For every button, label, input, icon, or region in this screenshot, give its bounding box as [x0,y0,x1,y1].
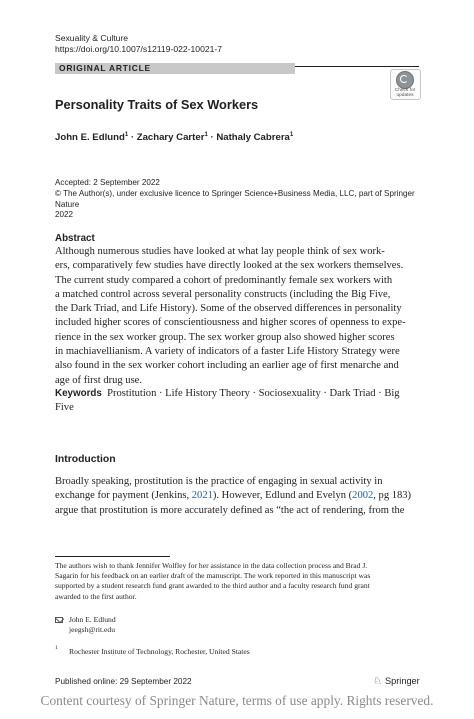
abstract-line: Although numerous studies have looked at what lay people think of sex work- [55,246,385,257]
author-affiliation-mark: 1 [289,132,294,138]
abstract-line: rience in the sex worker group. The sex worker group also showed higher scores [55,331,395,343]
intro-line: argue that prostitution is more accurately defined as “the act of rendering, from the [55,504,405,516]
article-type-bar [55,63,295,74]
courtesy-notice: Content courtesy of Springer Nature, terms of use apply. Rights reserved. [40,693,434,708]
keywords-list-cont: Five [55,402,74,414]
affiliation-number: 1 [55,645,58,651]
footnote-rule [55,556,170,557]
keywords-label: Keywords [55,388,102,399]
abstract-line: The current study compared a cohort of predominantly female sex workers with [55,274,393,286]
article-title: Personality Traits of Sex Workers [55,97,259,112]
author-name: Zachary Carter [136,132,205,143]
author-list [55,129,293,144]
author-name: John E. Edlund [55,132,125,143]
author-affiliation-mark: 1 [204,132,208,138]
intro-line: exchange for payment (Jenkins, 2021). However, Edlund and Evelyn (2002, pg 183) [55,490,412,502]
acknowledgement-footnote: The authors wish to thank Jennifer Wolfley for her assistance in the data collection process and Brad J. Sagarin for his feedback on an earlier draft of the manuscript. The work reported in this manuscript was supported by a student research fund grant awarded to the third author and a faculty research fund grant awarded to the first author. [55,561,371,601]
author-separator: · [128,132,137,143]
citation-link[interactable]: 2021 [191,490,213,502]
journal-name: Sexuality & Culture [55,33,129,43]
author-separator: · [207,132,217,143]
contact-email[interactable]: jeegsh@rit.edu [69,625,116,635]
abstract-line: ers, comparatively few studies have directly looked at the sex workers themselves. [55,260,404,272]
doi-link[interactable]: https://doi.org/10.1007/s12119-022-10021-7 [55,44,223,54]
envelope-icon [55,617,63,623]
abstract-heading: Abstract [55,233,95,244]
keywords-list: Prostitution · Life History Theory · Sociosexuality · Dark Triad · Big [107,388,400,399]
copyright-year: 2022 [55,210,74,220]
published-date: Published online: 29 September 2022 [55,677,192,686]
accepted-date: Accepted: 2 September 2022 [55,178,160,187]
abstract-line: in machiavellianism. A variety of indicators of a faster Life History Strategy were [55,346,400,358]
article-history [55,178,435,221]
publisher-logo: Springer [385,676,420,686]
introduction-body [55,475,420,518]
citation-link[interactable]: 2002 [352,490,374,502]
author-name: Nathaly Cabrera [216,132,290,143]
abstract-line: a matched control across several personality constructs (including the Big Five, [55,288,391,300]
badge-label: Check for updates [394,88,416,98]
refresh-icon [400,75,408,83]
author-affiliation-mark: 1 [124,132,129,138]
abstract-line: included higher scores of conscientiousness and higher scores of openness to expe- [55,317,406,329]
abstract-line: age of first drug use. [55,374,142,386]
copyright-line: © The Author(s), under exclusive licence to Springer Science+Business Media, LLC, part of Springer Nature [55,188,415,209]
abstract-body [55,245,420,388]
contact-name: John E. Edlund [69,615,116,624]
abstract-line: also found in the sex worker cohort including an earlier age of first menarche and [55,360,399,372]
header-rule [295,66,419,67]
keywords-block [55,387,420,416]
abstract-line: the Dark Triad, and Life History). Some of the observed differences in personality [55,303,402,315]
introduction-heading: Introduction [55,454,116,465]
corresponding-author [69,615,116,635]
intro-line: Broadly speaking, prostitution is the practice of engaging in sexual activity in [55,476,383,487]
springer-horse-icon: ♘ [373,676,382,687]
affiliation-text: Rochester Institute of Technology, Rochester, United States [69,647,250,656]
journal-header [55,33,222,55]
article-type: ORIGINAL ARTICLE [59,63,151,73]
